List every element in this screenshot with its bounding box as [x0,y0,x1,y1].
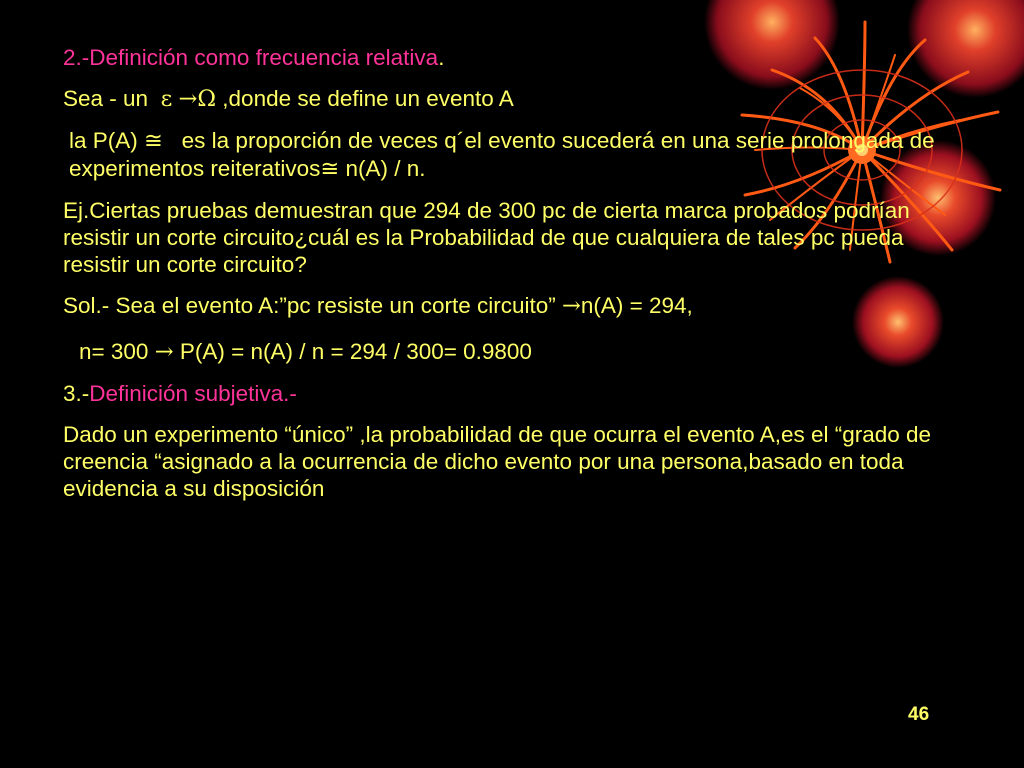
epsilon-symbol: ε [160,86,173,112]
arrow-symbol-2: → [154,339,174,365]
solution-line-1-prefix: Sol.- Sea el evento A:”pc resiste un corte circuito” [63,293,556,318]
frequency-definition [63,127,953,183]
approx-symbol-1: ≅ [144,128,163,154]
section-3-title: Definición subjetiva.- [89,381,297,406]
arrow-symbol-1: → [562,293,581,319]
solution-line-1-suffix: n(A) = 294, [580,293,693,318]
definition-part-3: n(A) / n. [345,156,426,181]
subjective-definition: Dado un experimento “único” ,la probabilidad de que ocurra el evento A,es el “grado de creencia “asignado a la ocurrencia de dicho evento por una persona,basado en toda evidencia a su disposición [63,422,932,501]
solution-line-2-suffix: P(A) = n(A) / n = 294 / 300= 0.9800 [179,339,532,364]
arrow-omega-symbol: →Ω [178,86,217,112]
sea-line [63,85,953,113]
solution-line-1 [63,292,953,320]
section-3-number: 3.- [63,381,90,406]
section-2-title-end: . [438,45,445,70]
approx-symbol-2: ≅ [320,156,340,182]
definition-part-2: es la proporción de veces q´el evento sucederá en una serie prolongada de experimentos reiterativos [69,128,935,181]
section-2-number: 2.- [63,45,90,70]
example-paragraph: Ej.Ciertas pruebas demuestran que 294 de 300 pc de cierta marca probados podrían resistir un corte circuito¿cuál es la Probabilidad de que cualquiera de tales pc pueda resistir un corte circuito? [63,198,910,277]
section-2-title: Definición como frecuencia relativa [89,45,439,70]
page-number: 46 [908,704,930,725]
solution-line-2-prefix: n= 300 [79,339,149,364]
sea-suffix: ,donde se define un evento A [222,86,514,111]
slide-body [63,44,953,502]
section-3-heading [63,380,953,407]
section-2-heading [63,44,953,71]
sea-prefix: Sea - un [63,86,149,111]
definition-part-1: la P(A) [69,128,138,153]
solution-line-2 [63,338,953,366]
